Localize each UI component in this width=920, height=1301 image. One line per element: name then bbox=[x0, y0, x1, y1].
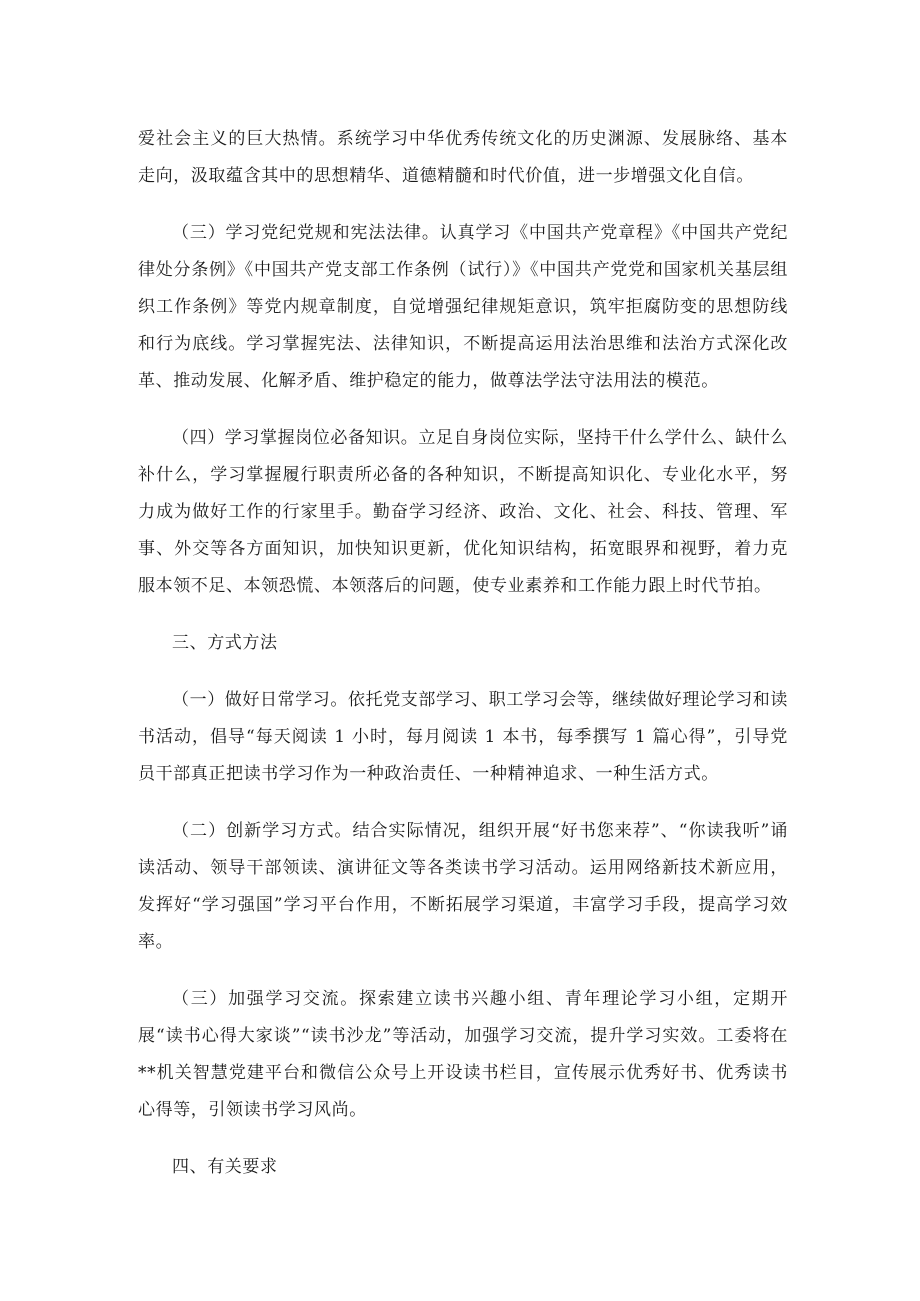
section-heading-methods: 三、方式方法 bbox=[172, 633, 278, 653]
section-heading-requirements: 四、有关要求 bbox=[172, 1157, 278, 1177]
document-body bbox=[138, 121, 788, 1206]
paragraph-party-discipline-law: （三）学习党纪党规和宪法法律。认真学习《中国共产党章程》《中国共产党纪律处分条例》《中国共产党支部工作条例（试行）》《中国共产党党和国家机关基层组织工作条例》等党内规章制度，自觉增强纪律规矩意识，筑牢拒腐防变的思想防线和行为底线。学习掌握宪法、法律知识，不断提高运用法治思维和法治方式深化改革、推动发展、化解矛盾、维护稳定的能力，做尊法学法守法用法的模范。 bbox=[138, 223, 788, 391]
paragraph-daily-study: （一）做好日常学习。依托党支部学习、职工学习会等，继续做好理论学习和读书活动，倡导“每天阅读 1 小时，每月阅读 1 本书，每季撰写 1 篇心得”，引导党员干部真正把读书学习作为一种政治责任、一种精神追求、一种生活方式。 bbox=[138, 690, 788, 784]
paragraph-study-exchange: （三）加强学习交流。探索建立读书兴趣小组、青年理论学习小组，定期开展“读书心得大家谈”“读书沙龙”等活动，加强学习交流，提升学习实效。工委将在**机关智慧党建平台和微信公众号上开设读书栏目，宣传展示优秀好书、优秀读书心得等，引领读书学习风尚。 bbox=[138, 989, 788, 1120]
paragraph-innovative-study: （二）创新学习方式。结合实际情况，组织开展“好书您来荐”、“你读我听”诵读活动、领导干部领读、演讲征文等各类读书学习活动。运用网络新技术新应用，发挥好“学习强国”学习平台作用，不断拓展学习渠道，丰富学习手段，提高学习效率。 bbox=[138, 821, 788, 952]
paragraph-job-knowledge: （四）学习掌握岗位必备知识。立足自身岗位实际，坚持干什么学什么、缺什么补什么，学习掌握履行职责所必备的各种知识，不断提高知识化、专业化水平，努力成为做好工作的行家里手。勤奋学习经济、政治、文化、社会、科技、管理、军事、外交等各方面知识，加快知识更新，优化知识结构，拓宽眼界和视野，着力克服本领不足、本领恐慌、本领落后的问题，使专业素养和工作能力跟上时代节拍。 bbox=[138, 428, 788, 596]
paragraph-continuation: 爱社会主义的巨大热情。系统学习中华优秀传统文化的历史渊源、发展脉络、基本走向，汲取蕴含其中的思想精华、道德精髓和时代价值，进一步增强文化自信。 bbox=[138, 129, 788, 186]
